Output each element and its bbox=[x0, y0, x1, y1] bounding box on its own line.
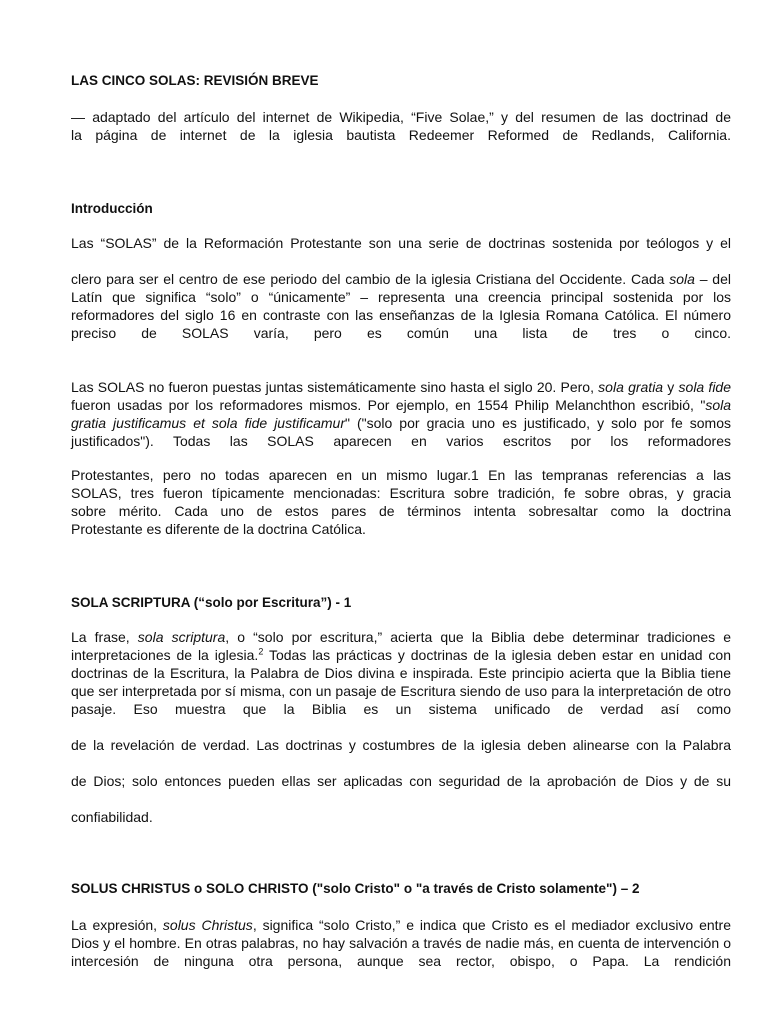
intro-paragraph-4 bbox=[71, 466, 731, 538]
term-sola-fide: sola fide bbox=[678, 379, 731, 395]
solus-christus-heading: SOLUS CHRISTUS o SOLO CHRISTO ("solo Cristo" o "a través de Cristo solamente") – 2 bbox=[71, 881, 640, 896]
intro-paragraph-1 bbox=[71, 234, 731, 252]
sola-scriptura-paragraph-2 bbox=[71, 736, 731, 754]
intro-p4-line-1: Protestantes, pero no todas aparecen en un mismo lugar.1 En las tempranas referencias a las bbox=[71, 467, 731, 483]
christus-p1-b: , significa “solo Cristo,” e indica que Cristo es el mediador exclusivo entre Dios y el hombre. En otras palabras, no hay salvación a través de nadie más, en cuenta de intervención o intercesión de ninguna otra persona, aunque sea rector, obispo, o Papa. La rendición bbox=[71, 917, 731, 969]
document-title: LAS CINCO SOLAS: REVISIÓN BREVE bbox=[71, 73, 319, 88]
melanchthon-quote: sola gratia justificamus et sola fide justificamur bbox=[71, 397, 731, 431]
source-note-line-1: — adaptado del artículo del internet de Wikipedia, “Five Solae,” y del resumen de las doctrinad de bbox=[71, 109, 731, 125]
intro-paragraph-3 bbox=[71, 378, 731, 450]
sola-scriptura-paragraph-1 bbox=[71, 628, 731, 718]
intro-p3-b: y bbox=[663, 379, 679, 395]
term-sola-gratia: sola gratia bbox=[598, 379, 664, 395]
intro-p1-text: Las “SOLAS” de la Reformación Protestante son una serie de doctrinas sostenida por teólogos y el bbox=[71, 235, 731, 251]
scriptura-p4-text: confiabilidad. bbox=[71, 809, 153, 825]
source-note bbox=[71, 108, 731, 144]
source-note-line-2: la página de internet de la iglesia bautista Redeemer Reformed de Redlands, California. bbox=[71, 127, 731, 143]
term-sola: sola bbox=[669, 271, 695, 287]
term-solus-christus: solus Christus bbox=[162, 917, 253, 933]
sola-scriptura-paragraph-4 bbox=[71, 808, 731, 826]
solus-christus-paragraph-1 bbox=[71, 916, 731, 970]
scriptura-p1-c: Todas las prácticas y doctrinas de la iglesia deben estar en unidad con doctrinas de la Escritura, la Palabra de Dios divina e inspirada. Este principio acierta que la Biblia tiene que ser interpretada por sí misma, con un pasaje de Escritura siendo de uso para la interpretación de otro pasaje. Eso muestra que la Biblia es un sistema unificado de verdad así como bbox=[71, 647, 731, 717]
sola-scriptura-paragraph-3 bbox=[71, 772, 731, 790]
intro-paragraph-2 bbox=[71, 270, 731, 342]
sola-scriptura-heading: SOLA SCRIPTURA (“solo por Escritura”) - 1 bbox=[71, 595, 352, 610]
intro-p4-line-4: Protestante es diferente de la doctrina Católica. bbox=[71, 521, 366, 537]
intro-heading: Introducción bbox=[71, 201, 153, 216]
footnote-marker: 2 bbox=[258, 646, 264, 657]
scriptura-p2-text: de la revelación de verdad. Las doctrinas y costumbres de la iglesia deben alinearse con la Palabra bbox=[71, 737, 731, 753]
intro-p2-a: clero para ser el centro de ese periodo del cambio de la iglesia Cristiana del Occidente. Cada bbox=[71, 271, 670, 287]
scriptura-p3-text: de Dios; solo entonces pueden ellas ser aplicadas con seguridad de la aprobación de Dios y de su bbox=[71, 773, 731, 789]
term-sola-scriptura: sola scriptura bbox=[137, 629, 226, 645]
intro-p4-line-2: SOLAS, tres fueron típicamente mencionadas: Escritura sobre tradición, fe sobre obras, y gracia bbox=[71, 485, 731, 501]
scriptura-p1-a: La frase, bbox=[71, 629, 138, 645]
christus-p1-a: La expresión, bbox=[71, 917, 163, 933]
intro-p3-a: Las SOLAS no fueron puestas juntas sistemáticamente sino hasta el siglo 20. Pero, bbox=[71, 379, 599, 395]
intro-p2-b: – del Latín que significa “solo” o “únicamente” – representa una creencia principal sostenida por los reformadores del siglo 16 en contraste con las enseñanzas de la Iglesia Romana Católica. El número preciso de SOLAS varía, pero es común una lista de tres o cinco. bbox=[71, 271, 731, 341]
intro-p3-c: fueron usadas por los reformadores mismos. Por ejemplo, en 1554 Philip Melanchthon escribió, " bbox=[71, 397, 706, 413]
intro-p4-line-3: sobre mérito. Cada uno de estos pares de términos intenta sobresaltar como la doctrina bbox=[71, 503, 731, 519]
intro-p3-d: " ("solo por gracia uno es justificado, y solo por fe somos justificados"). Todas las SOLAS aparecen en varios escritos por los reformadores bbox=[71, 415, 731, 449]
scriptura-p1-b: , o “solo por escritura,” acierta que la Biblia debe determinar tradiciones e interpretaciones de la iglesia. bbox=[71, 629, 731, 663]
